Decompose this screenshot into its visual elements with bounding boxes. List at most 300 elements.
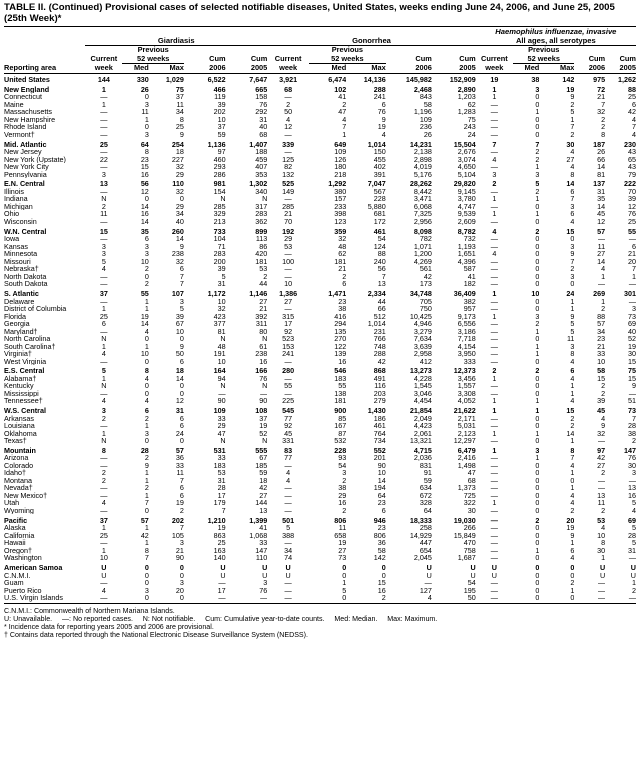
value-cell: 4: [601, 265, 606, 273]
value-cell: 0: [535, 280, 540, 288]
value-cell: —: [490, 594, 498, 602]
value-cell: 14: [175, 374, 184, 383]
value-cell: 32: [175, 163, 184, 171]
value-cell: 91: [423, 469, 432, 477]
value-cell: 0: [535, 305, 540, 313]
value-cell: 501: [282, 515, 295, 525]
value-cell: 7,047: [367, 179, 386, 188]
value-cell: 3,471: [413, 195, 432, 203]
value-cell: 758: [463, 546, 476, 555]
value-cell: 10: [217, 297, 226, 306]
reporting-area-cell: Hawaii: [4, 539, 26, 547]
value-cell: 4,019: [413, 163, 432, 171]
table-row: [4, 250, 636, 258]
value-cell: 31: [175, 406, 184, 415]
value-cell: 53: [217, 469, 226, 477]
value-cell: 1: [144, 491, 149, 500]
value-cell: 57: [175, 445, 184, 455]
table-row: [4, 328, 636, 336]
value-cell: 1: [492, 374, 497, 383]
value-cell: 0: [570, 280, 575, 288]
value-cell: 1: [101, 546, 106, 555]
value-cell: —: [490, 506, 498, 515]
reporting-area-cell: Kansas: [4, 242, 28, 251]
value-cell: 122: [334, 342, 347, 351]
value-cell: 55: [338, 382, 347, 390]
table-row: [4, 350, 636, 358]
table-row: [4, 562, 636, 572]
value-cell: 30: [628, 461, 636, 470]
value-cell: 19: [566, 524, 575, 532]
value-cell: —: [490, 554, 498, 562]
table-row: [4, 507, 636, 515]
value-cell: 10: [377, 469, 386, 477]
value-cell: 132: [282, 170, 295, 179]
value-cell: 3,921: [279, 75, 298, 84]
value-cell: 195: [463, 586, 476, 595]
value-cell: 33: [217, 454, 226, 462]
value-cell: 16: [338, 499, 347, 507]
value-cell: 15: [377, 579, 386, 587]
value-cell: 47: [467, 469, 476, 477]
value-cell: 4: [144, 397, 149, 405]
value-cell: 491: [373, 374, 386, 383]
value-cell: 56: [377, 265, 386, 273]
year-2005-label: 2005: [432, 64, 476, 74]
table-row: [4, 73, 636, 83]
value-cell: 5: [570, 108, 575, 116]
value-cell: 70: [628, 187, 636, 196]
value-cell: 1,193: [457, 242, 476, 251]
value-cell: 1: [535, 327, 540, 336]
value-cell: 28,262: [409, 179, 432, 188]
value-cell: 5,031: [457, 422, 476, 430]
value-cell: 2: [601, 389, 606, 398]
value-cell: 461: [373, 226, 386, 236]
year-2006-label: 2006: [574, 64, 605, 74]
value-cell: —: [597, 476, 606, 485]
value-cell: 806: [373, 531, 386, 540]
value-cell: 14: [175, 235, 184, 243]
value-cell: 4,228: [413, 374, 432, 383]
value-cell: 43: [628, 163, 636, 171]
value-cell: —: [490, 491, 498, 500]
value-cell: 14: [597, 202, 606, 211]
value-cell: —: [100, 235, 108, 243]
value-cell: 163: [213, 546, 226, 555]
value-cell: 52: [628, 335, 636, 343]
value-cell: 14: [140, 320, 149, 328]
value-cell: 359: [334, 226, 347, 236]
value-cell: 32: [597, 108, 606, 116]
value-cell: 231: [373, 327, 386, 336]
value-cell: 45: [284, 429, 293, 438]
value-cell: 20: [566, 515, 575, 525]
value-cell: 2: [342, 100, 347, 109]
table-row: [4, 477, 636, 485]
reporting-area-cell: Tennessee†: [4, 397, 43, 405]
value-cell: —: [100, 163, 108, 171]
value-cell: —: [284, 491, 292, 500]
value-cell: 90: [217, 397, 226, 405]
value-cell: 104: [213, 235, 226, 243]
reporting-area-cell: North Carolina: [4, 335, 51, 343]
value-cell: 67: [175, 320, 184, 328]
value-cell: 1: [570, 437, 575, 445]
value-cell: 2,045: [413, 554, 432, 562]
value-cell: 30: [628, 350, 636, 358]
reporting-area-cell: American Samoa: [4, 563, 63, 572]
value-cell: 733: [213, 226, 226, 236]
value-cell: 3: [144, 429, 149, 438]
value-cell: 9: [144, 461, 149, 470]
value-cell: 1: [144, 297, 149, 306]
value-cell: 3: [535, 170, 540, 179]
value-cell: 555: [255, 445, 268, 455]
value-cell: 135: [334, 327, 347, 336]
value-cell: 167: [334, 422, 347, 430]
value-cell: 40: [628, 327, 636, 336]
value-cell: 1,172: [207, 289, 226, 298]
value-cell: —: [284, 594, 292, 602]
value-cell: 62: [467, 100, 476, 109]
value-cell: —: [628, 389, 636, 398]
value-cell: 2,061: [413, 429, 432, 438]
reporting-area-cell: Pacific: [4, 515, 28, 525]
reporting-area-cell: New England: [4, 84, 50, 94]
value-cell: 241: [373, 93, 386, 101]
footnote-line: U: Unavailable. —: No reported cases. N: Not notifiable. Cum: Cumulative year-to-date counts. Med: Median. Max: Maximum.: [4, 614, 438, 623]
value-cell: —: [628, 297, 636, 306]
value-cell: 946: [373, 515, 386, 525]
value-cell: 0: [535, 389, 540, 398]
value-cell: 0: [535, 539, 540, 547]
value-cell: 73: [628, 312, 636, 321]
value-cell: 2,890: [457, 84, 476, 94]
value-cell: 202: [171, 515, 184, 525]
value-cell: 54: [467, 579, 476, 587]
value-cell: 0: [535, 123, 540, 131]
value-cell: 39: [217, 100, 226, 109]
value-cell: 2: [381, 594, 386, 602]
value-cell: 4: [570, 491, 575, 500]
value-cell: U: [426, 563, 432, 572]
value-cell: 7: [535, 139, 540, 149]
value-cell: 34: [284, 546, 293, 555]
value-cell: 238: [255, 350, 268, 358]
value-cell: 37: [175, 93, 184, 101]
reporting-area-cell: Arkansas: [4, 414, 34, 423]
value-cell: 260: [171, 226, 184, 236]
value-cell: 4: [632, 115, 636, 124]
table-row: [4, 108, 636, 116]
value-cell: 6: [381, 506, 386, 515]
table-row: [4, 492, 636, 500]
value-cell: 8: [601, 130, 606, 139]
value-cell: —: [628, 476, 636, 485]
value-cell: 202: [213, 108, 226, 116]
value-cell: 124: [373, 242, 386, 251]
value-cell: 0: [535, 476, 540, 485]
value-cell: —: [284, 374, 292, 383]
value-cell: 3: [535, 84, 540, 94]
value-cell: 2: [144, 484, 149, 492]
value-cell: 213: [213, 217, 226, 226]
value-cell: 66: [377, 305, 386, 313]
value-cell: 5: [570, 327, 575, 336]
value-cell: —: [597, 235, 606, 243]
value-cell: 567: [373, 187, 386, 196]
value-cell: 4: [570, 499, 575, 507]
value-cell: 44: [377, 297, 386, 306]
value-cell: 6: [179, 422, 184, 430]
value-cell: 4: [381, 130, 386, 139]
value-cell: 34: [175, 108, 184, 116]
value-cell: —: [490, 484, 498, 492]
value-cell: 3: [144, 586, 149, 595]
value-cell: 5,104: [457, 170, 476, 179]
value-cell: 26: [423, 130, 432, 139]
value-cell: U: [285, 563, 291, 572]
value-cell: 3: [570, 242, 575, 251]
value-cell: 187: [593, 139, 606, 149]
value-cell: 1,651: [457, 250, 476, 258]
value-cell: 17: [217, 491, 226, 500]
value-cell: 0: [535, 235, 540, 243]
cum-label: Cum: [209, 54, 226, 63]
value-cell: 23: [377, 499, 386, 507]
value-cell: 0: [179, 563, 184, 572]
value-cell: 3,456: [457, 374, 476, 383]
value-cell: —: [628, 280, 636, 288]
value-cell: 258: [419, 524, 432, 532]
value-cell: 5: [221, 272, 226, 281]
value-cell: —: [100, 123, 108, 131]
value-cell: 10: [175, 327, 184, 336]
value-cell: 416: [334, 312, 347, 321]
value-cell: 10: [140, 350, 149, 358]
value-cell: 179: [213, 499, 226, 507]
value-cell: 3,308: [457, 389, 476, 398]
value-cell: 14,929: [409, 531, 432, 540]
value-cell: 2: [570, 130, 575, 139]
value-cell: 461: [373, 422, 386, 430]
value-cell: —: [100, 461, 108, 470]
value-cell: 5: [179, 305, 184, 313]
value-cell: 1: [342, 130, 347, 139]
value-cell: 164: [213, 366, 226, 375]
value-cell: 3: [144, 130, 149, 139]
value-cell: 39: [597, 397, 606, 405]
value-cell: 17: [217, 586, 226, 595]
value-cell: 55: [284, 382, 293, 390]
value-cell: 3,046: [413, 389, 432, 398]
table-row: [4, 123, 636, 131]
table-row: [4, 225, 636, 235]
value-cell: 4: [101, 397, 106, 405]
value-cell: 7: [492, 139, 497, 149]
value-cell: 31: [259, 115, 268, 124]
value-cell: U: [220, 571, 226, 580]
reporting-area-cell: W.S. Central: [4, 406, 46, 415]
value-cell: 37: [99, 515, 108, 525]
value-cell: 1: [144, 342, 149, 351]
value-cell: 153: [282, 342, 295, 351]
value-cell: 843: [419, 93, 432, 101]
reporting-area-cell: Mountain: [4, 445, 36, 455]
reporting-area-cell: Missouri: [4, 257, 31, 266]
value-cell: 19: [175, 499, 184, 507]
value-cell: 0: [179, 195, 184, 203]
reporting-area-cell: E.N. Central: [4, 179, 45, 188]
max-label: Max: [149, 64, 184, 74]
value-cell: 705: [419, 297, 432, 306]
value-cell: 3,639: [413, 342, 432, 351]
value-cell: 12: [628, 202, 636, 211]
value-cell: 27: [338, 546, 347, 555]
value-cell: 42: [628, 108, 636, 116]
value-cell: 279: [373, 397, 386, 405]
value-cell: —: [100, 187, 108, 196]
value-cell: 32: [175, 187, 184, 196]
table-row: [4, 243, 636, 251]
value-cell: 16: [140, 210, 149, 218]
value-cell: 1: [101, 374, 106, 383]
value-cell: 81: [597, 170, 606, 179]
value-cell: 79: [628, 170, 636, 179]
value-cell: 4,154: [457, 342, 476, 351]
table-row: [4, 499, 636, 507]
value-cell: —: [284, 579, 292, 587]
value-cell: 76: [628, 454, 636, 462]
value-cell: 0: [381, 571, 386, 580]
value-cell: 293: [213, 163, 226, 171]
value-cell: 1: [570, 469, 575, 477]
value-cell: —: [284, 539, 292, 547]
value-cell: 2: [535, 320, 540, 328]
value-cell: 90: [259, 397, 268, 405]
value-cell: 0: [535, 469, 540, 477]
value-cell: 7: [179, 280, 184, 288]
value-cell: —: [490, 414, 498, 423]
week-label: week: [267, 64, 309, 74]
value-cell: 0: [535, 100, 540, 109]
value-cell: 69: [628, 515, 636, 525]
value-cell: 55: [628, 226, 636, 236]
value-cell: 0: [535, 491, 540, 500]
value-cell: 317: [255, 202, 268, 211]
footnote-line: † Contains data reported through the National Electronic Disease Surveillance System (NEDSS).: [4, 631, 308, 640]
value-cell: —: [218, 594, 226, 602]
table-row: [4, 462, 636, 470]
value-cell: —: [490, 187, 498, 196]
reporting-area-cell: Florida: [4, 312, 26, 321]
value-cell: 181: [334, 257, 347, 266]
value-cell: 12,297: [453, 437, 476, 445]
value-cell: —: [218, 389, 226, 398]
value-cell: 228: [334, 445, 347, 455]
reporting-area-cell: Arizona: [4, 454, 29, 462]
value-cell: 2: [570, 422, 575, 430]
value-cell: 27: [259, 491, 268, 500]
value-cell: 42: [597, 454, 606, 462]
value-cell: 460: [213, 155, 226, 164]
value-cell: —: [490, 531, 498, 540]
value-cell: 38: [531, 75, 540, 84]
value-cell: 0: [570, 594, 575, 602]
reporting-area-cell: Indiana: [4, 195, 28, 203]
value-cell: 154: [213, 187, 226, 196]
value-cell: 283: [255, 210, 268, 218]
value-cell: 1: [492, 312, 497, 321]
value-cell: 1,200: [413, 250, 432, 258]
value-cell: 92: [284, 422, 293, 430]
value-cell: 25: [99, 139, 108, 149]
table-row: [4, 524, 636, 532]
value-cell: 1,203: [457, 93, 476, 101]
value-cell: 9: [570, 312, 575, 321]
value-cell: 73: [338, 554, 347, 562]
value-cell: 102: [334, 84, 347, 94]
value-cell: 8,098: [413, 226, 432, 236]
value-cell: 3: [179, 539, 184, 547]
value-cell: 0: [144, 357, 149, 366]
title-line-2: (25th Week)*: [4, 13, 62, 24]
value-cell: 68: [284, 84, 293, 94]
value-cell: 75: [175, 84, 184, 94]
value-cell: —: [490, 350, 498, 358]
value-cell: 9: [570, 93, 575, 101]
value-cell: 108: [255, 406, 268, 415]
value-cell: 0: [535, 484, 540, 492]
value-cell: 2,898: [413, 155, 432, 164]
reporting-area-cell: Wisconsin: [4, 217, 37, 226]
value-cell: 92: [284, 327, 293, 336]
value-cell: 181: [255, 257, 268, 266]
value-cell: 218: [334, 170, 347, 179]
reporting-area-cell: Georgia: [4, 320, 30, 328]
value-cell: 6: [179, 265, 184, 273]
value-cell: 18,333: [409, 515, 432, 525]
value-cell: 7: [179, 476, 184, 485]
value-cell: 31: [597, 187, 606, 196]
value-cell: —: [490, 422, 498, 430]
value-cell: —: [100, 148, 108, 156]
value-cell: 1: [101, 84, 106, 94]
value-cell: 447: [419, 539, 432, 547]
value-cell: 0: [535, 382, 540, 390]
value-cell: 58: [423, 100, 432, 109]
value-cell: 1: [492, 499, 497, 507]
value-cell: 2: [101, 202, 106, 211]
table-row: [4, 547, 636, 555]
value-cell: 29: [217, 422, 226, 430]
value-cell: U: [426, 571, 432, 580]
value-cell: 192: [282, 226, 295, 236]
value-cell: 123: [334, 217, 347, 226]
value-cell: 37: [259, 414, 268, 423]
value-cell: 288: [373, 350, 386, 358]
value-cell: 523: [282, 335, 295, 343]
value-cell: 9: [179, 130, 184, 139]
value-cell: 0: [179, 382, 184, 390]
value-cell: 30: [467, 506, 476, 515]
current-label: Current: [90, 54, 118, 63]
value-cell: 4: [570, 554, 575, 562]
value-cell: 1: [570, 484, 575, 492]
value-cell: 21: [175, 546, 184, 555]
value-cell: 459: [255, 155, 268, 164]
